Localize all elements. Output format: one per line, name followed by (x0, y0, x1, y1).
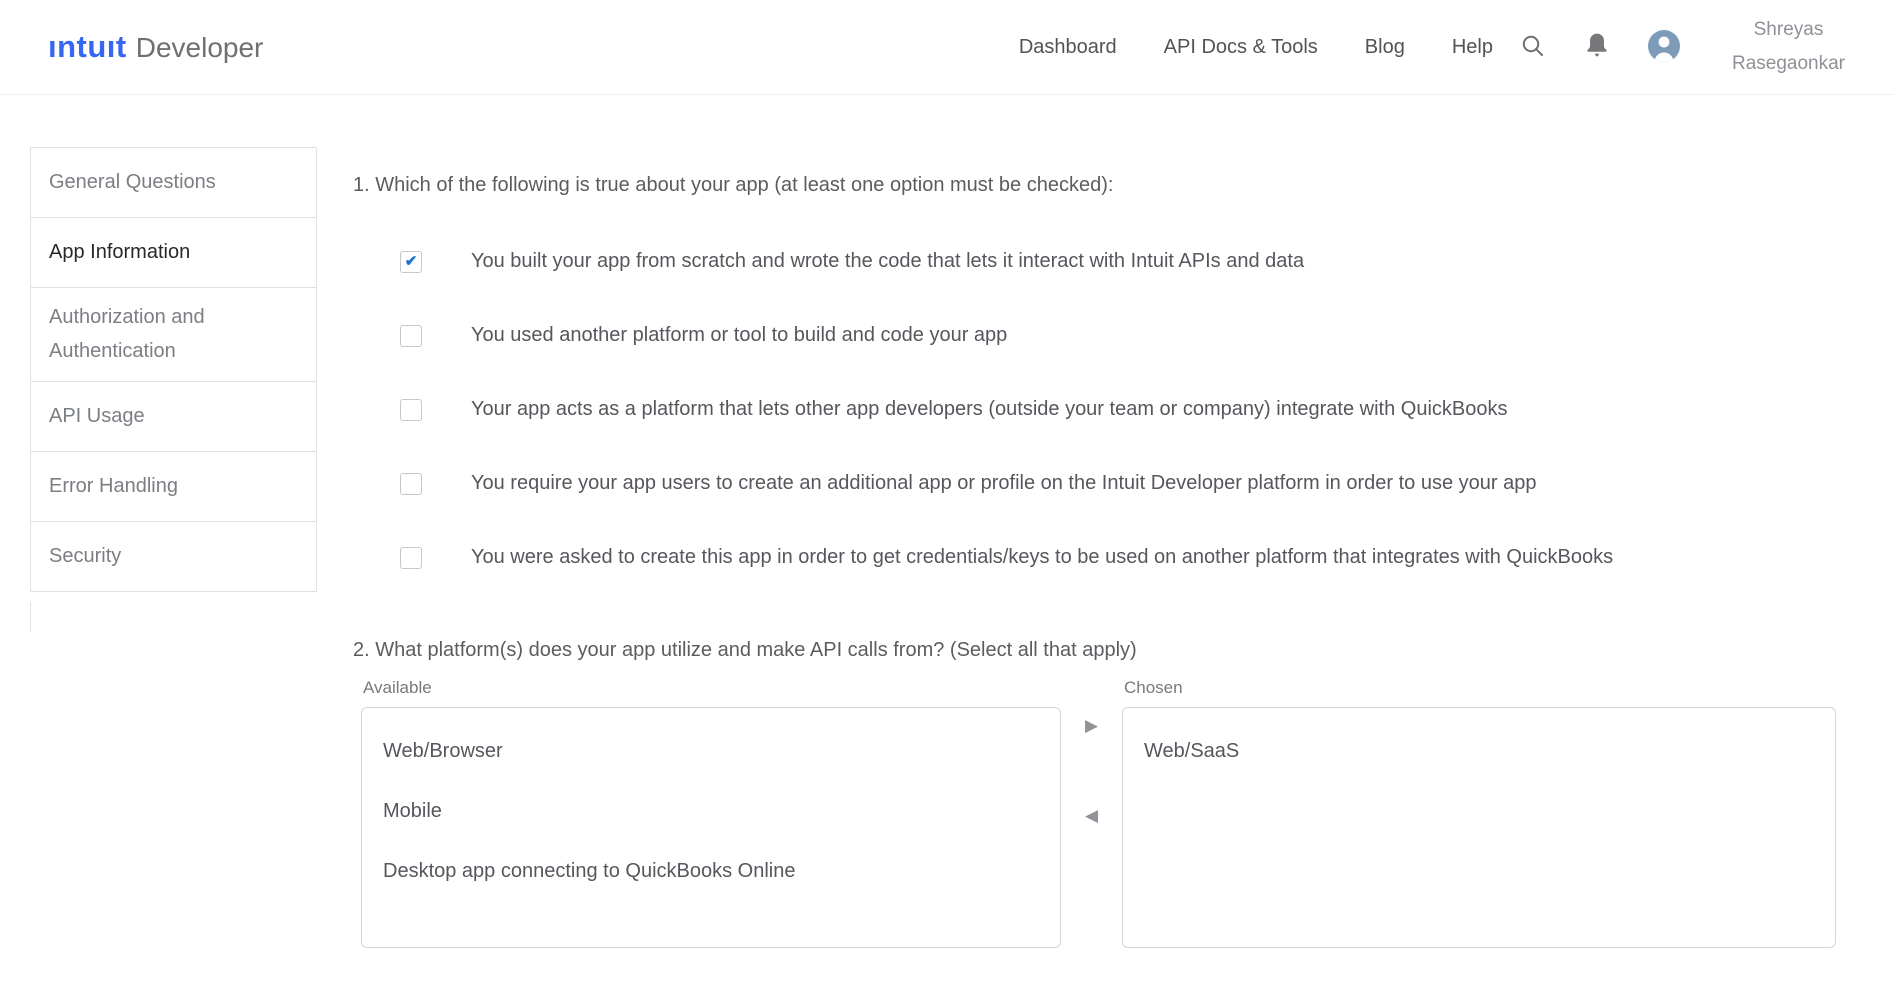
sidebar-item-label: General Questions (49, 171, 216, 194)
option-row[interactable] (353, 546, 1836, 569)
user-name[interactable] (1732, 13, 1845, 81)
sidebar-item-label: Error Handling (49, 475, 178, 498)
sidebar-item-security[interactable] (31, 522, 316, 592)
checkbox-acts-as-platform[interactable] (400, 399, 422, 421)
notifications-button[interactable] (1584, 32, 1610, 63)
available-label: Available (363, 678, 432, 697)
app-information-form (353, 172, 1836, 948)
chosen-item-web-saas[interactable]: Web/SaaS (1144, 740, 1240, 762)
top-header (0, 0, 1894, 95)
intuit-wordmark: ıntuıt (48, 29, 127, 64)
sidebar-item-label: Authorization and Authentication (49, 306, 205, 363)
sidebar-item-api-usage[interactable] (31, 382, 316, 452)
available-item-web-browser[interactable]: Web/Browser (383, 740, 503, 762)
option-row[interactable] (353, 324, 1836, 347)
chosen-column (1122, 678, 1836, 948)
available-item-mobile[interactable]: Mobile (383, 800, 442, 822)
nav-item-blog[interactable]: Blog (1364, 35, 1405, 58)
notifications-bell-icon (1584, 32, 1610, 63)
sidebar-item-app-information[interactable] (31, 218, 316, 288)
move-left-button[interactable] (1085, 808, 1098, 824)
option-row[interactable] (353, 472, 1836, 495)
option-label: Your app acts as a platform that lets other app developers (outside your team or company) integrate with QuickBooks (471, 398, 1508, 420)
chosen-listbox[interactable] (1122, 707, 1836, 948)
question2-heading: 2. What platform(s) does your app utilize and make API calls from? (Select all that apply) (353, 639, 1137, 661)
available-column (361, 678, 1061, 948)
account-button[interactable] (1646, 28, 1682, 67)
nav-item-dashboard[interactable]: Dashboard (1018, 35, 1117, 58)
sidebar-item-label: Security (49, 545, 122, 568)
platforms-dual-listbox (361, 678, 1836, 948)
user-first-name: Shreyas (1753, 19, 1824, 40)
sidebar-item-general-questions[interactable] (31, 148, 316, 218)
move-right-button[interactable] (1085, 718, 1098, 734)
chosen-list (1123, 708, 1835, 781)
move-left-icon: ◀ (1084, 806, 1099, 825)
question1-heading: 1. Which of the following is true about your app (at least one option must be checked): (353, 174, 1114, 196)
checkbox-require-additional-app[interactable] (400, 473, 422, 495)
question1-options (353, 250, 1836, 569)
option-label: You require your app users to create an additional app or profile on the Intuit Developer platform in order to use your app (471, 472, 1537, 494)
available-listbox[interactable] (361, 707, 1061, 948)
option-label: You used another platform or tool to build and code your app (471, 324, 1008, 346)
checkbox-asked-to-create-for-credentials[interactable] (400, 547, 422, 569)
option-row[interactable] (353, 250, 1836, 273)
available-item-desktop-app[interactable]: Desktop app connecting to QuickBooks Online (383, 860, 796, 882)
sidebar-item-error-handling[interactable] (31, 452, 316, 522)
sidebar-border-tail (30, 602, 31, 632)
option-label: You built your app from scratch and wrote the code that lets it interact with Intuit APIs and data (471, 250, 1305, 272)
questionnaire-sidebar (30, 147, 317, 592)
nav-item-api-docs-tools[interactable]: API Docs & Tools (1163, 35, 1318, 58)
move-right-icon: ▶ (1084, 716, 1099, 735)
option-row[interactable] (353, 398, 1836, 421)
developer-wordmark: Developer (135, 32, 264, 63)
available-list (362, 708, 1060, 901)
sidebar-item-label: API Usage (49, 405, 145, 428)
search-button[interactable] (1520, 33, 1546, 62)
nav-item-help[interactable]: Help (1451, 35, 1493, 58)
chosen-label: Chosen (1124, 678, 1183, 697)
checkbox-used-another-platform[interactable] (400, 325, 422, 347)
account-avatar-icon (1646, 28, 1682, 67)
intuit-developer-logo[interactable] (48, 29, 263, 65)
sidebar-item-authorization-authentication[interactable] (31, 288, 316, 382)
user-last-name: Rasegaonkar (1731, 53, 1845, 74)
checkbox-built-from-scratch[interactable] (400, 251, 422, 273)
move-buttons-column (1061, 678, 1122, 948)
header-nav (1019, 36, 1493, 59)
option-label: You were asked to create this app in order to get credentials/keys to be used on another platform that integrates with QuickBooks (471, 546, 1614, 568)
sidebar-item-label: App Information (49, 241, 191, 264)
search-icon (1520, 33, 1546, 62)
